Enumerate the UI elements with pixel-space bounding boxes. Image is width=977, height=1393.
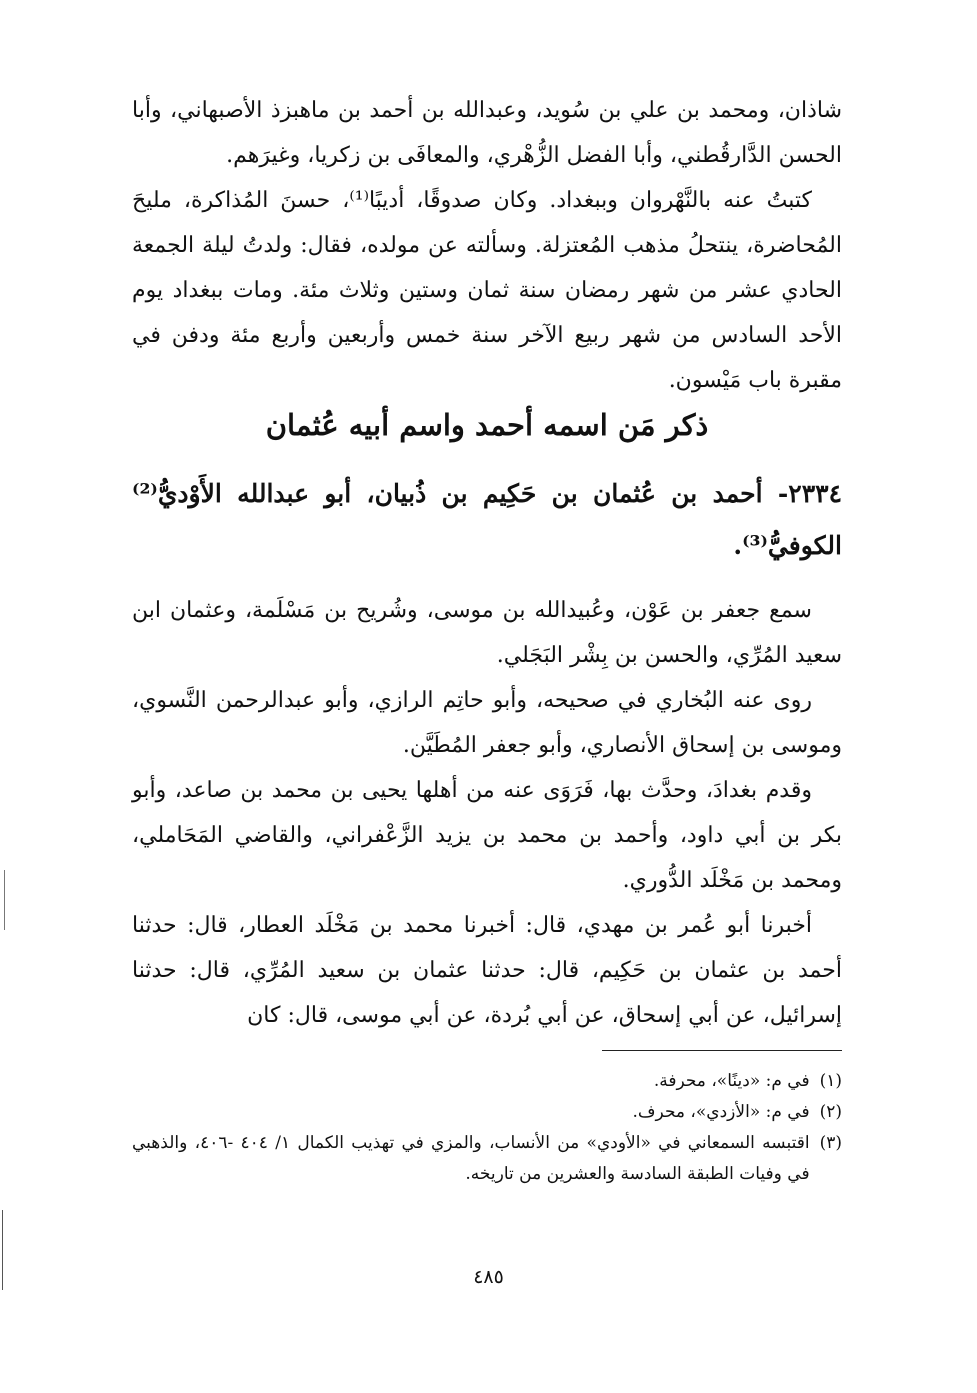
footnote-number: (٣) xyxy=(819,1133,842,1153)
footnote xyxy=(132,1066,842,1097)
footnote-text: في م: «الأزدي»، محرف. xyxy=(632,1102,810,1122)
paragraph: أخبرنا أبو عُمر بن مهدي، قال: أخبرنا محمد بن مَخْلَد العطار، قال: حدثنا أحمد بن عثمان بن حَكِيم، قال: حدثنا عثمان بن سعيد المُرِّي، قال: حدثنا إسرائيل، عن أبي إسحاق، عن أبي بُردة، عن أبي موسى، قال: كان xyxy=(132,913,842,1028)
footnote-separator xyxy=(602,1050,842,1051)
paragraph: روى عنه البُخاري في صحيحه، وأبو حاتِم الرازي، وأبو عبدالرحمن النَّسوي، وموسى بن إسحاق الأنصاري، وأبو جعفر المُطَيَّن. xyxy=(132,688,842,758)
scan-edge-mark xyxy=(4,870,5,930)
footnote xyxy=(132,1128,842,1190)
section-heading: ذكر مَن اسمه أحمد واسم أبيه عُثمان xyxy=(265,408,709,442)
paragraph: سمع جعفر بن عَوْن، وعُبيدالله بن موسى، وشُريح بن مَسْلَمة، وعثمان ابن سعيد المُرِّي، والحسن بن بِشْر البَجَلي. xyxy=(132,598,842,668)
paragraph: وقدم بغدادَ، وحدَّث بها، فَرَوَى عنه من أهلها يحيى بن محمد بن صاعد، وأبو بكر بن أبي داود، وأحمد بن محمد بن يزيد الزَّعْفراني، والقاضي المَحَاملي، ومحمد بن مَخْلَد الدُّوري. xyxy=(132,778,842,893)
opening-text-block xyxy=(132,88,842,403)
scan-edge-mark xyxy=(2,1210,3,1290)
entry-body xyxy=(132,588,842,1038)
paragraph: شاذان، ومحمد بن علي بن سُويد، وعبدالله بن أحمد بن ماهبزذ الأصبهاني، وأبا الحسن الدَّارقُطني، وأبا الفضل الزُّهْري، والمعافَى بن زكريا، وغيرَهم. xyxy=(132,98,842,168)
page-number: ٤٨٥ xyxy=(473,1266,504,1288)
footnotes xyxy=(132,1066,842,1190)
footnote-number: (٢) xyxy=(819,1102,842,1122)
footnote xyxy=(132,1097,842,1128)
entry-title: ٢٣٣٤- أحمد بن عُثمان بن حَكِيم بن ذُبيان، أبو عبدالله الأَوْديُّ⁽²⁾ الكوفيُّ⁽³⁾. xyxy=(132,479,842,560)
footnote-text: اقتبسه السمعاني في «الأودي» من الأنساب، والمزي في تهذيب الكمال ١/ ٤٠٤ -٤٠٦، والذهبي في وفيات الطبقة السادسة والعشرين من تاريخه. xyxy=(132,1133,810,1184)
paragraph: كتبتُ عنه بالنَّهْروان وببغداد. وكان صدوقًا، أديبًا⁽¹⁾، حسنَ المُذاكرة، مليحَ المُحاضرة، ينتحلُ مذهب المُعتزلة. وسألته عن مولده، فقال: ولدتُ ليلة الجمعة الحادي عشر من شهر رمضان سنة ثمان وستين وثلاث مئة. ومات ببغداد يوم الأحد السادس من شهر ربيع الآخر سنة خمس وأربعين وأربع مئة ودفن في مقبرة باب مَيْسون. xyxy=(132,188,842,393)
footnote-number: (١) xyxy=(819,1071,842,1091)
footnote-text: في م: «دينًا»، محرفة. xyxy=(653,1071,810,1091)
